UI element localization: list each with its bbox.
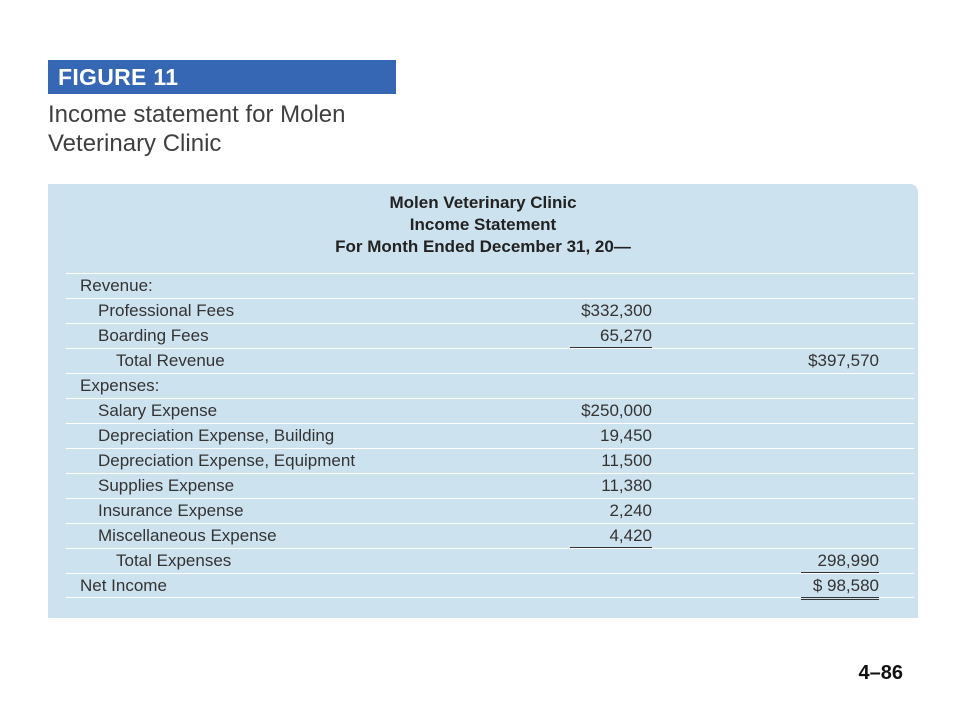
row-label: Total Revenue — [116, 351, 225, 370]
row-boarding-fees — [66, 323, 914, 348]
row-label: Miscellaneous Expense — [98, 526, 277, 545]
row-depreciation-equipment — [66, 448, 914, 473]
row-amount: 2,240 — [609, 501, 652, 520]
figure-label: FIGURE 11 — [48, 60, 396, 94]
row-amount: 4,420 — [570, 524, 652, 548]
row-amount: 11,500 — [601, 451, 652, 470]
income-statement-panel — [48, 184, 918, 618]
row-label: Salary Expense — [98, 401, 218, 420]
row-total-expenses — [66, 548, 914, 573]
row-total: $397,570 — [808, 351, 879, 370]
row-label: Revenue: — [80, 276, 153, 295]
row-amount: $332,300 — [581, 301, 652, 320]
row-total-revenue — [66, 348, 914, 373]
row-net-income — [66, 573, 914, 598]
row-miscellaneous-expense — [66, 523, 914, 548]
row-label: Depreciation Expense, Building — [98, 426, 335, 445]
statement-rows — [66, 273, 914, 598]
row-supplies-expense — [66, 473, 914, 498]
row-label: Boarding Fees — [98, 326, 209, 345]
figure-caption: Income statement for Molen Veterinary Clinic — [48, 101, 346, 157]
row-revenue-heading — [66, 273, 914, 298]
row-depreciation-building — [66, 423, 914, 448]
row-professional-fees — [66, 298, 914, 323]
row-amount: 65,270 — [570, 324, 652, 348]
row-label: Depreciation Expense, Equipment — [98, 451, 356, 470]
row-total: $ 98,580 — [801, 574, 879, 600]
row-amount: 19,450 — [600, 426, 652, 445]
company-name: Molen Veterinary Clinic — [389, 193, 577, 212]
row-label: Expenses: — [80, 376, 160, 395]
row-amount: 11,380 — [601, 476, 652, 495]
row-label: Insurance Expense — [98, 501, 244, 520]
row-total: 298,990 — [801, 549, 879, 573]
statement-title: Income Statement — [409, 215, 557, 234]
page-number: 4–86 — [858, 662, 903, 684]
row-label: Supplies Expense — [98, 476, 235, 495]
statement-period: For Month Ended December 31, 20— — [335, 237, 631, 256]
row-expenses-heading — [66, 373, 914, 398]
row-label: Net Income — [80, 576, 167, 595]
row-insurance-expense — [66, 498, 914, 523]
statement-header — [48, 192, 918, 258]
row-label: Total Expenses — [116, 551, 232, 570]
row-label: Professional Fees — [98, 301, 235, 320]
row-amount: $250,000 — [581, 401, 652, 420]
row-salary-expense — [66, 398, 914, 423]
